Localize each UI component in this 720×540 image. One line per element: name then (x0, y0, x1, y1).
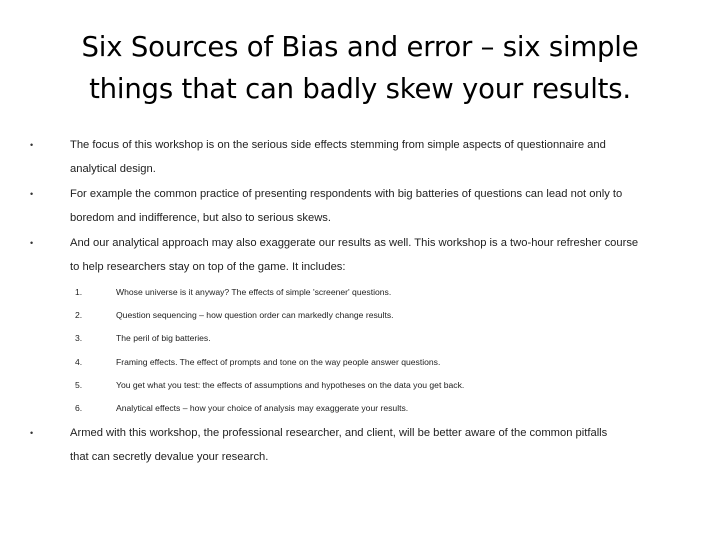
bullet-icon: • (30, 428, 34, 439)
list-item-number: 1. (75, 287, 83, 297)
bullet-text: The focus of this workshop is on the serious side effects stemming from simple aspects of questionnaire and (70, 139, 606, 151)
bullet-item-example (0, 183, 720, 230)
bullet-icon: • (30, 238, 34, 248)
bullet-text: boredom and indifference, but also to serious skews. (70, 211, 331, 224)
list-item-text: Question sequencing – how question order can markedly change results. (116, 310, 394, 321)
bullet-item-approach (0, 232, 720, 279)
list-item (0, 327, 720, 350)
bullet-icon: • (30, 140, 34, 150)
bullet-list (0, 134, 720, 471)
list-item (0, 304, 720, 327)
list-item-text: Analytical effects – how your choice of analysis may exaggerate your results. (116, 403, 409, 414)
title-line-1: Six Sources of Bias and error – six simple (81, 31, 639, 63)
list-item (0, 397, 720, 420)
bullet-text: to help researchers stay on top of the game. It includes: (70, 260, 346, 273)
list-item (0, 374, 720, 397)
slide-title (20, 26, 700, 110)
list-item (0, 351, 720, 374)
list-item-number: 4. (75, 356, 83, 367)
list-item-text: You get what you test: the effects of assumptions and hypotheses on the data you get back. (116, 379, 465, 390)
bullet-text: analytical design. (70, 162, 156, 175)
list-item (0, 281, 720, 304)
bullet-text: For example the common practice of presenting respondents with big batteries of questions can lead not only to (70, 188, 623, 200)
bullet-item-conclusion (0, 422, 720, 469)
bullet-item-focus (0, 134, 720, 181)
bullet-icon: • (30, 189, 34, 199)
numbered-list (0, 281, 720, 420)
list-item-text: The peril of big batteries. (116, 333, 211, 344)
list-item-text: Framing effects. The effect of prompts and tone on the way people answer questions. (116, 356, 441, 367)
list-item-text: Whose universe is it anyway? The effects of simple 'screener' questions. (116, 287, 392, 297)
list-item-number: 2. (75, 310, 83, 321)
bullet-text: that can secretly devalue your research. (70, 450, 269, 463)
title-line-2: things that can badly skew your results. (89, 73, 631, 105)
list-item-number: 6. (75, 403, 83, 414)
list-item-number: 5. (75, 379, 83, 390)
list-item-number: 3. (75, 333, 83, 344)
bullet-text: Armed with this workshop, the professional researcher, and client, will be better aware of the common pitfalls (70, 427, 608, 440)
bullet-text: And our analytical approach may also exaggerate our results as well. This workshop is a two-hour refresher course (70, 237, 639, 249)
